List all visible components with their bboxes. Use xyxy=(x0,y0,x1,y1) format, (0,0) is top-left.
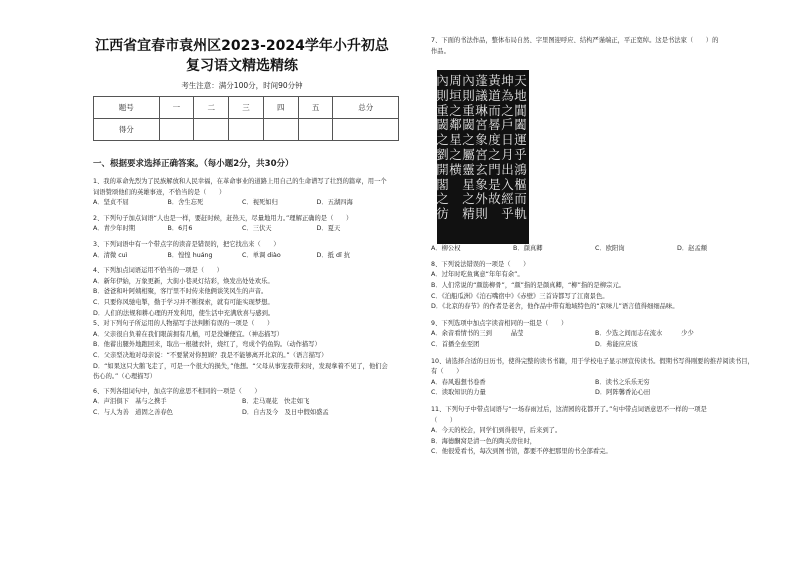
score-table-header-row xyxy=(94,97,399,119)
question-6 xyxy=(93,387,391,419)
score-header-cell: 一 xyxy=(159,97,194,119)
option-b[interactable]: B．惶惶 huáng xyxy=(167,251,213,259)
question-stem: 3、下列词语中有一个带点字的读音是错误的，把它找出来（ ） xyxy=(93,240,280,248)
option-a[interactable]: A．柳公权 xyxy=(431,245,461,253)
score-cell[interactable] xyxy=(159,119,194,141)
score-header-cell: 四 xyxy=(263,97,298,119)
question-8 xyxy=(431,260,759,313)
score-cell[interactable] xyxy=(298,119,333,141)
question-options xyxy=(93,224,391,235)
score-header-cell: 题号 xyxy=(94,97,160,119)
option-b[interactable]: B．读书之乐乐无穷 xyxy=(595,378,650,386)
question-options xyxy=(93,251,391,262)
score-cell[interactable] xyxy=(229,119,264,141)
option-a[interactable]: A．清微 cuì xyxy=(93,251,128,259)
option-d[interactable]: D．“如果这只大鹅飞走了，可是一个很大的损失，”他想。“父母从事宠我带来时，发现拿着不见了，他们会伤心的。”（心理描写） xyxy=(93,362,388,381)
score-table xyxy=(93,96,399,141)
option-d[interactable]: D．阿阵馨香沁心田 xyxy=(595,389,651,397)
question-2 xyxy=(93,214,391,235)
option-a[interactable]: A．过年时吃鱼寓意“年年有余”。 xyxy=(431,271,524,279)
option-d[interactable]: D．五湖四海 xyxy=(316,199,353,207)
question-11 xyxy=(431,405,759,458)
question-9 xyxy=(431,319,759,351)
score-table-score-row xyxy=(94,119,399,141)
question-options xyxy=(431,340,759,351)
option-c[interactable]: C．读取知识的力量 xyxy=(431,389,486,397)
option-d[interactable]: D．人们的法规和耕心理的开发利用，使生活中充满欣喜与感到。 xyxy=(93,309,275,317)
option-b[interactable]: B．走马观花 快走如飞 xyxy=(242,398,310,406)
option-d[interactable]: D．抵 dǐ 抗 xyxy=(316,251,350,259)
page-title: 江西省宜春市袁州区2023-2024学年小升初总复习语文精选精练 xyxy=(95,38,389,74)
question-options xyxy=(93,397,391,408)
option-b[interactable]: B．6月6 xyxy=(167,225,193,233)
question-options xyxy=(93,408,391,419)
question-stem: 2、下列句子加点词语“人也是一样，要赶时候，赶热天，尽量地用力。”理解正确的是（ ） xyxy=(93,214,353,222)
question-stem: 1、我的革命先烈为了民族解放和人民幸福，在革命事业的道路上用自己的生命谱写了壮烈的篇章，用一个 xyxy=(93,178,387,185)
option-a[interactable]: A．余音看情书的三到 晶莹 xyxy=(431,330,524,338)
question-options xyxy=(431,244,759,255)
option-a[interactable]: A．父亲很自负着在我们眼前拥有几桶，可是没嫌便宜。（神态描写） xyxy=(93,330,284,338)
question-stem: 5、对下列句子所运用的人物描写手法判断有误的一项是（ ） xyxy=(93,320,274,328)
question-1 xyxy=(93,177,391,209)
question-stem: 8、下列说法错误的一项是（ ） xyxy=(431,260,530,268)
option-a[interactable]: A．青少年时期 xyxy=(93,225,136,233)
calligraphy-column: 內則重閾之劉開閣之彷 xyxy=(436,73,449,222)
calligraphy-column: 天地閶闔運乎鴻樞而軌 xyxy=(514,73,527,222)
option-d[interactable]: D．夏天 xyxy=(316,225,341,233)
calligraphy-column: 周垣之鄰星之横 xyxy=(449,73,462,177)
question-stem: 有（ ） xyxy=(431,368,463,376)
question-options xyxy=(93,198,391,209)
score-header-cell: 二 xyxy=(194,97,229,119)
score-cell[interactable] xyxy=(333,119,399,141)
question-4 xyxy=(93,266,391,319)
option-a[interactable]: A．新年伊始，万象更新，大街小巷灵灯结彩，焕发出处处欢乐。 xyxy=(93,277,274,285)
option-c[interactable]: C．《泊船瓜洲》《泊石嘴宿中》《赤壁》三首诗都写了江南景色。 xyxy=(431,292,609,300)
option-c[interactable]: C．三伏天 xyxy=(242,225,272,233)
question-stem: 词语赞颂他们的英雄事迹，不恰当的是（ ） xyxy=(93,188,226,196)
option-c[interactable]: C．父亲型决地对母亲说：“不要紧对你照顾？我是不能够离开北京的。”（语言描写） xyxy=(93,351,328,359)
question-7 xyxy=(431,36,759,255)
calligraphy-column: 內則重閾之屬靈星之精 xyxy=(462,73,475,222)
option-b[interactable]: B．少选之间而志在流水 少少 xyxy=(595,330,694,338)
option-c[interactable]: C．只要你风驰电掣，勤于学习并不断探索，就有可能实现梦想。 xyxy=(93,298,274,306)
option-b[interactable]: B．海德酮窝是清一色的陶关房住时， xyxy=(431,437,537,445)
score-row-label: 得分 xyxy=(94,119,160,141)
option-b[interactable]: B．颜真卿 xyxy=(513,245,543,253)
score-header-cell: 五 xyxy=(298,97,333,119)
option-a[interactable]: A．声泪俱下 基与之携手 xyxy=(93,398,167,406)
question-stem: 7、下面的书法作品，整体布局自然、字里图迎呼应、结构严谨端正，平正宽绰。这是书法家（ ）的 xyxy=(431,37,719,44)
question-3 xyxy=(93,240,391,261)
question-stem: 作品。 xyxy=(431,47,450,55)
option-a[interactable]: A．坚贞不屈 xyxy=(93,199,129,207)
score-header-cell: 三 xyxy=(229,97,264,119)
left-column xyxy=(93,36,391,418)
option-d[interactable]: D．自古及今 及日中假如盛孟 xyxy=(242,408,329,416)
calligraphy-column: 蓬議琳宮象宮玄象外則 xyxy=(475,73,488,222)
option-c[interactable]: C．首播全垒至团 xyxy=(431,340,480,348)
question-stem: 11、下列句子中带点词语与“一场春雨过后，这清园的花都开了。”句中带点词语意思不一样的一项是 xyxy=(431,405,707,413)
question-5 xyxy=(93,319,391,383)
option-c[interactable]: C．视死如归 xyxy=(242,199,278,207)
option-b[interactable]: B．爸爸和叶阿姨相聚，客厅里不时传来他俩谈笑风生的声音。 xyxy=(93,288,268,296)
question-10 xyxy=(431,357,759,399)
question-options xyxy=(431,388,759,399)
calligraphy-column: 坤為之戶日月出入經乎 xyxy=(501,73,514,222)
question-stem: 9、下列选项中加点字读音相同的一组是（ ） xyxy=(431,319,568,327)
option-c[interactable]: C．他很爱看书，每次到图书馆，都要不停把那里的书全部看完。 xyxy=(431,448,612,456)
option-c[interactable]: C．与人为善 道固之善春色 xyxy=(93,408,173,416)
option-b[interactable]: B．他蓄出腿外地跑回来，取出一根毽衣针，烧红了，弯成个钓鱼钩。（动作描写） xyxy=(93,341,321,349)
option-c[interactable]: C．单调 diào xyxy=(242,251,281,259)
question-stem: 6、下列各组词句中，加点字的意思不相同的一项是（ ） xyxy=(93,387,261,395)
option-b[interactable]: B．舍生忘死 xyxy=(167,199,204,207)
question-options xyxy=(431,378,759,389)
option-a[interactable]: A．春风遐想书卷香 xyxy=(431,378,486,386)
question-options xyxy=(431,329,759,340)
score-cell[interactable] xyxy=(194,119,229,141)
option-d[interactable]: D．弗能应应该 xyxy=(595,340,638,348)
option-b[interactable]: B．人们常说的“颜筋柳骨”，“颜”指的是颜真卿，“柳”指的是柳宗元。 xyxy=(431,281,625,289)
calligraphy-column: 黃道而晷度之門是故 xyxy=(488,73,501,207)
exam-notice: 考生注意：满分100分，时间90分钟 xyxy=(181,81,303,90)
score-cell[interactable] xyxy=(263,119,298,141)
option-c[interactable]: C．欧阳询 xyxy=(595,245,625,253)
option-d[interactable]: D．赵孟頫 xyxy=(677,245,708,253)
question-stem: 4、下列加点词语运用不恰当的一项是（ ） xyxy=(93,267,223,275)
question-stem: 10、请选择合适的日历书，使得完整的读书书籍，用于学校电子显示屏宣传读书。假期书写得刚要的推荐阅读书目， xyxy=(431,357,754,365)
section-heading: 一、根据要求选择正确答案。（每小题2分，共30分） xyxy=(93,159,294,169)
right-column xyxy=(431,36,759,458)
score-header-cell: 总分 xyxy=(333,97,399,119)
option-d[interactable]: D．《北京的春节》的作者是老舍，他作品中带有地域特色的“京味儿”语言值得细细品味。 xyxy=(431,303,679,311)
option-a[interactable]: A．今天的校会，同学们到得很早，后来到了。 xyxy=(431,427,562,435)
question-stem: （ ） xyxy=(431,416,457,424)
